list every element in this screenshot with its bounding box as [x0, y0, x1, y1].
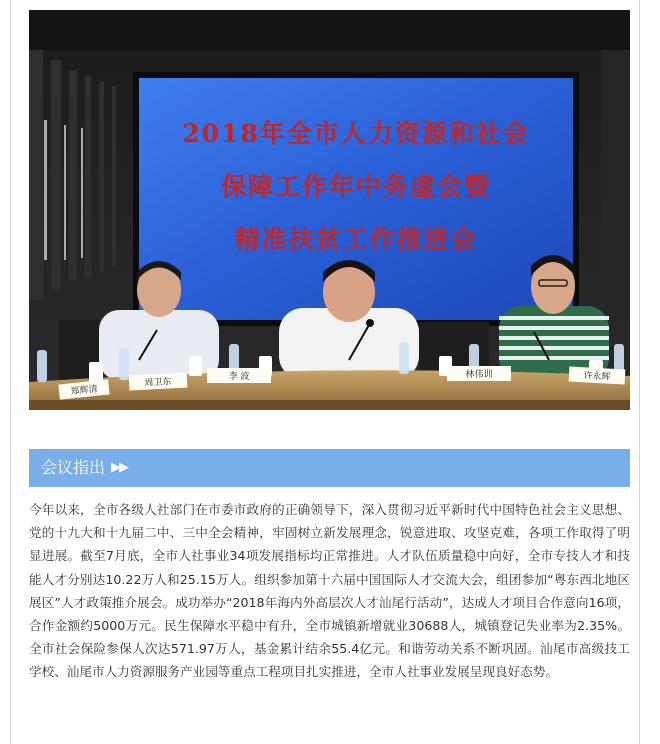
content-panel	[10, 0, 640, 744]
article-paragraph: 今年以来，全市各级人社部门在市委市政府的正确领导下，深入贯彻习近平新时代中国特色社会主义思想、党的十九大和十九届二中、三中全会精神，牢固树立新发展理念，锐意进取、攻坚克难，各项工作取得了明显进展。截至7月底，全市人社事业34项发展指标均正常推进。人才队伍质量稳中向好，全市专技人才和技能人才分别达10.22万人和25.15万人。组织参加第十六届中国国际人才交流大会，组团参加“粤东西北地区展区”人才政策推介展会。成功举办“2018年海内外高层次人才汕尾行活动”，达成人才项目合作意向16项，合作金额约5000万元。民生保障水平稳中有升，全市城镇新增就业30688人，城镇登记失业率为2.35%。全市社会保险参保人次达571.97万人，基金累计结余55.4亿元。和谐劳动关系不断巩固。汕尾市高级技工学校、汕尾市人力资源服务产业园等重点工程项目扎实推进，全市人社事业发展呈现良好态势。	[29, 502, 630, 680]
name-card: 周卫东	[129, 372, 188, 390]
name-card: 林伟训	[447, 366, 511, 381]
screen-title-line-2: 保障工作年中务虚会暨	[220, 172, 491, 201]
name-card: 郑辉清	[58, 379, 109, 399]
section-title: 会议指出	[41, 458, 106, 477]
name-card: 许永辉	[569, 367, 626, 385]
section-header-bar	[29, 449, 630, 487]
meeting-photo-illustration	[29, 10, 630, 410]
name-card: 李 波	[207, 368, 271, 383]
meeting-photo	[29, 10, 630, 410]
screen-title-line-3: 精准扶贫工作推进会	[234, 225, 478, 254]
screen-title-line-1: 2018年全市人力资源和社会	[182, 119, 530, 148]
double-right-arrow-icon: ▶▶	[111, 460, 128, 475]
